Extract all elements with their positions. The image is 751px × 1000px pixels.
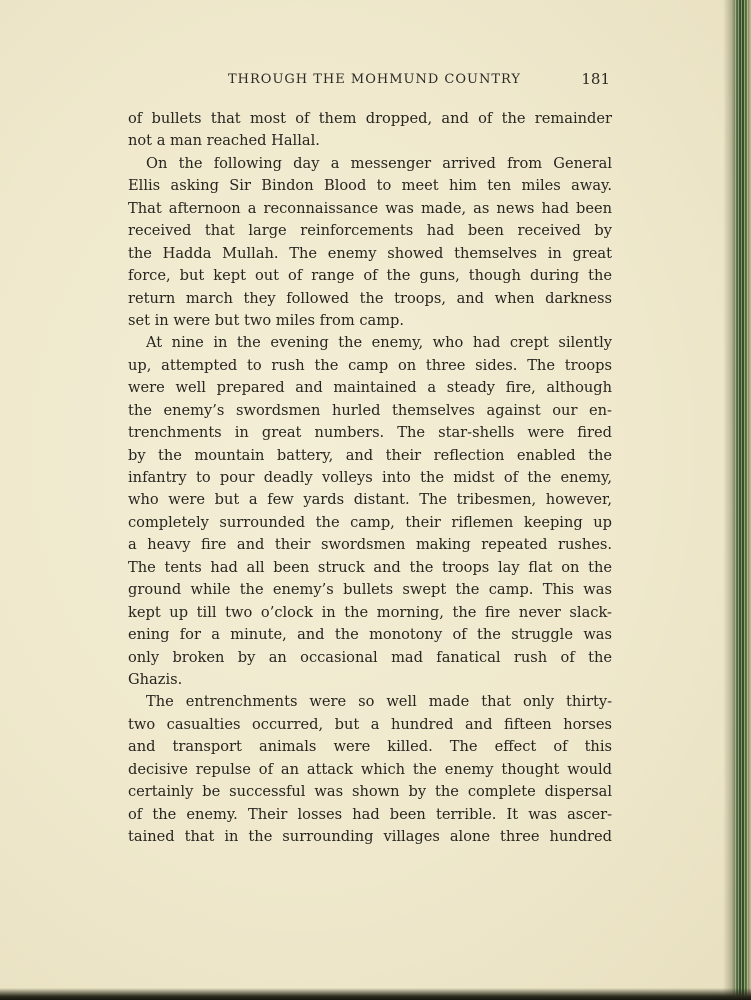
text-line: up, attempted to rush the camp on three sides. The troops [128,356,612,374]
text-line: kept up till two o’clock in the morning, the fire never slack- [128,603,612,621]
text-line: ground while the enemy’s bullets swept the camp. This was [128,581,612,599]
text-line: The tents had all been struck and the troops lay flat on the [128,558,612,576]
page-number: 181 [581,70,610,88]
text-line: infantry to pour deadly volleys into the midst of the enemy, [128,469,612,486]
text-line: completely surrounded the camp, their riflemen keeping up [128,513,612,531]
text-line: two casualties occurred, but a hundred and fifteen horses [128,715,612,733]
body-text [128,108,612,848]
text-line: of bullets that most of them dropped, and of the remainder [128,110,612,127]
text-line: Ellis asking Sir Bindon Blood to meet him ten miles away. [128,177,612,195]
text-line: return march they followed the troops, and when darkness [128,289,612,307]
text-line: trenchments in great numbers. The star-shells were fired [128,424,612,442]
text-line: the enemy’s swordsmen hurled themselves against our en- [128,401,612,419]
text-line: the Hadda Mullah. The enemy showed themselves in great [128,244,612,262]
text-line: and transport animals were killed. The effect of this [128,738,612,756]
text-line: by the mountain battery, and their reflection enabled the [128,446,612,464]
text-line: tained that in the surrounding villages alone three hundred [128,828,612,845]
text-line: a heavy fire and their swordsmen making repeated rushes. [128,536,612,554]
text-line: At nine in the evening the enemy, who had crept silently [146,334,612,352]
page-edge-lines [735,0,749,1000]
text-line: certainly be successful was shown by the complete dispersal [128,783,612,801]
page-header [126,72,610,92]
running-head: THROUGH THE MOHMUND COUNTRY [228,72,521,87]
text-line: not a man reached Hallal. [128,132,320,150]
text-line: On the following day a messenger arrived from General [146,154,612,172]
text-line: decisive repulse of an attack which the enemy thought would [128,760,612,778]
text-line: only broken by an occasional mad fanatical rush of the [128,648,612,666]
text-line: force, but kept out of range of the guns, though during the [128,267,612,285]
text-line: received that large reinforcements had been received by [128,222,612,240]
text-line: were well prepared and maintained a steady fire, although [128,379,612,397]
page-bottom-edge [0,988,751,1000]
text-line: who were but a few yards distant. The tribesmen, however, [128,491,612,509]
text-line: The entrenchments were so well made that only thirty- [146,693,612,711]
text-line: of the enemy. Their losses had been terrible. It was ascer- [128,805,612,823]
text-line: set in were but two miles from camp. [128,311,405,329]
text-line: Ghazis. [128,670,183,688]
text-line: That afternoon a reconnaissance was made, as news had been [128,199,612,217]
text-line: ening for a minute, and the monotony of the struggle was [128,626,612,644]
